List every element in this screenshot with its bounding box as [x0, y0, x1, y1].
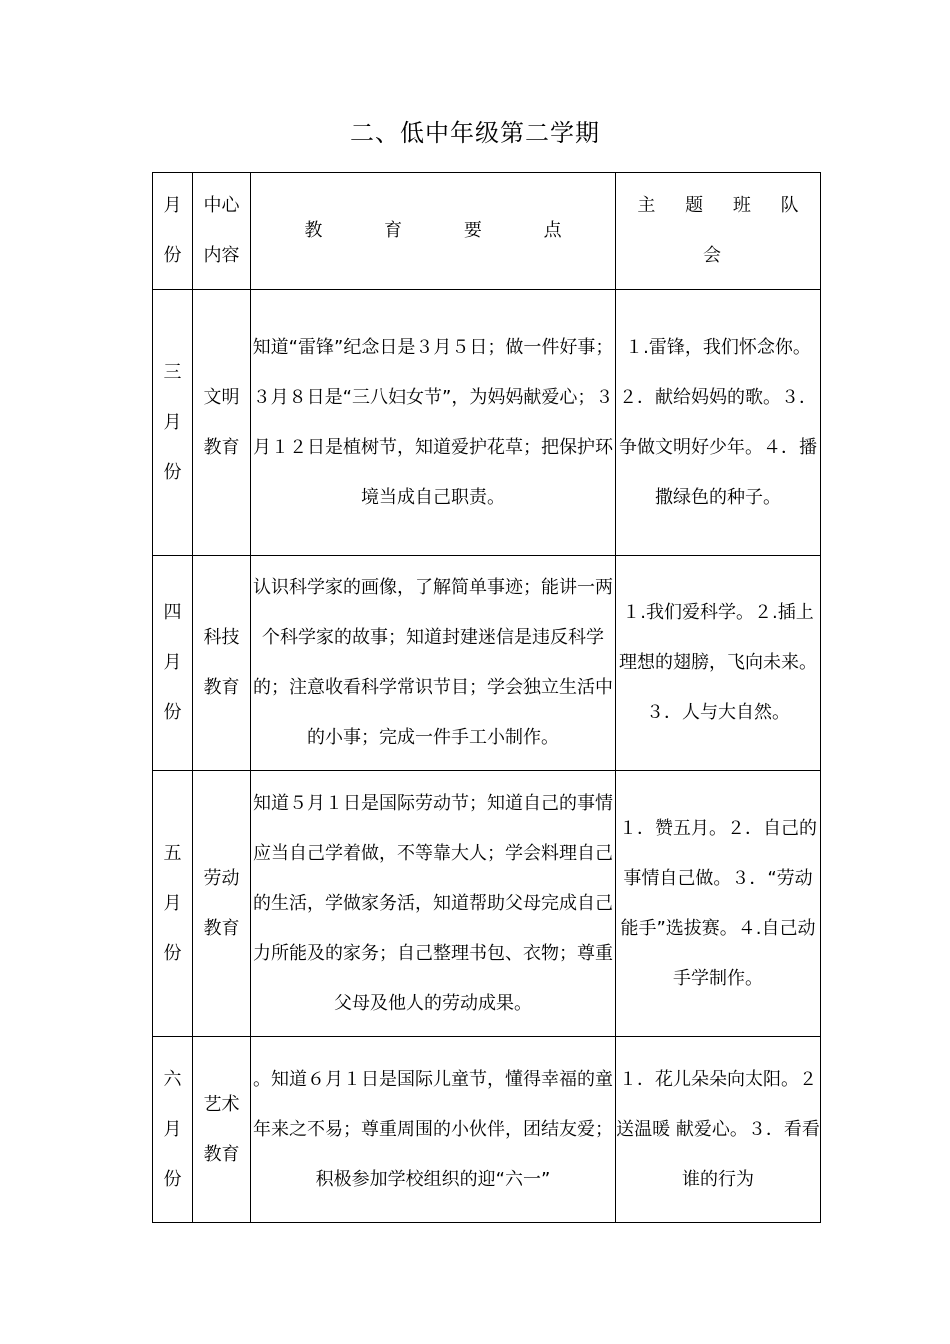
month-cell: 五 月 份 [153, 771, 193, 1037]
education-plan-table [152, 172, 821, 1223]
theme-cell: １.雷锋，我们怀念你。２．献给妈妈的歌。３．争做文明好少年。４．播撒绿色的种子。 [616, 290, 821, 556]
header-points: 教 育 要 点 [251, 173, 616, 290]
points-cell: 知道“雷锋”纪念日是３月５日；做一件好事；３月８日是“三八妇女节”，为妈妈献爱心；３月１２日是植树节，知道爱护花草；把保护环境当成自己职责。 [251, 290, 616, 556]
month-cell: 三 月 份 [153, 290, 193, 556]
header-theme: 主 题 班 队 会 [616, 173, 821, 290]
table-row [153, 771, 821, 1037]
points-cell: 。知道６月１日是国际儿童节，懂得幸福的童年来之不易；尊重周围的小伙伴，团结友爱；积极参加学校组织的迎“六一” [251, 1037, 616, 1223]
center-cell: 文明 教育 [193, 290, 251, 556]
theme-cell: １．赞五月。２．自己的事情自己做。３．“劳动能手”选拔赛。４.自己动手学制作。 [616, 771, 821, 1037]
header-month: 月 份 [153, 173, 193, 290]
table-row [153, 1037, 821, 1223]
header-center: 中心 内容 [193, 173, 251, 290]
table-row [153, 290, 821, 556]
table-header-row [153, 173, 821, 290]
table-row [153, 556, 821, 771]
theme-cell: １.我们爱科学。２.插上理想的翅膀，飞向未来。３．人与大自然。 [616, 556, 821, 771]
month-cell: 六 月 份 [153, 1037, 193, 1223]
theme-cell: １．花儿朵朵向太阳。２送温暖 献爱心。３．看看谁的行为 [616, 1037, 821, 1223]
center-cell: 科技 教育 [193, 556, 251, 771]
page-title: 二、低中年级第二学期 [350, 119, 600, 147]
points-cell: 认识科学家的画像，了解简单事迹；能讲一两个科学家的故事；知道封建迷信是违反科学的；注意收看科学常识节目；学会独立生活中的小事；完成一件手工小制作。 [251, 556, 616, 771]
center-cell: 劳动 教育 [193, 771, 251, 1037]
month-cell: 四 月 份 [153, 556, 193, 771]
center-cell: 艺术 教育 [193, 1037, 251, 1223]
points-cell: 知道５月１日是国际劳动节；知道自己的事情应当自己学着做，不等靠大人；学会料理自己的生活，学做家务活，知道帮助父母完成自己力所能及的家务；自己整理书包、衣物；尊重父母及他人的劳动成果。 [251, 771, 616, 1037]
